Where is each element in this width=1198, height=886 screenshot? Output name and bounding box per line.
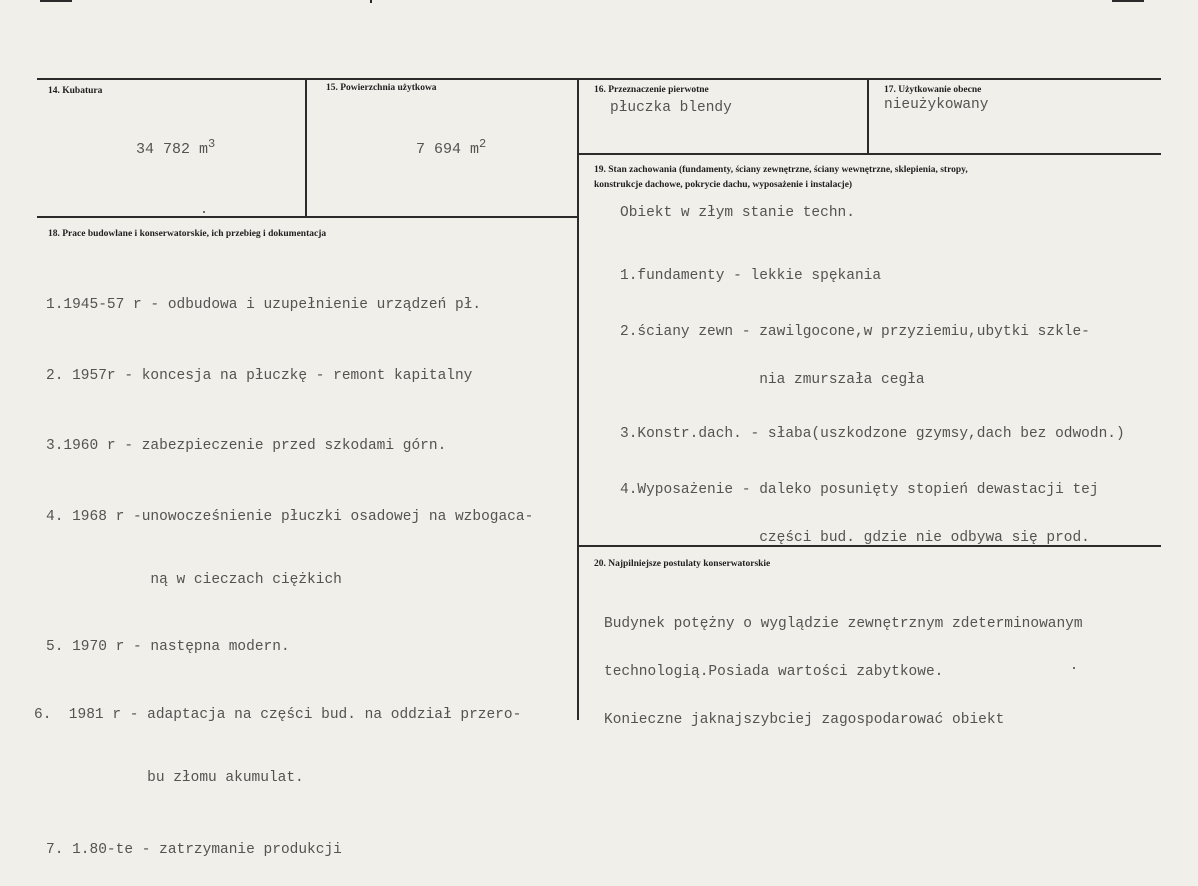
field-14-label: 14. Kubatura	[48, 86, 103, 96]
field-14-value	[118, 120, 215, 158]
field-15-value	[398, 120, 486, 158]
field-18-line-9: 7. 1.80-te - zatrzymanie produkcji	[46, 842, 342, 858]
field-15-label: 15. Powierzchnia użytkowa	[326, 83, 437, 93]
mark-dot	[203, 211, 205, 213]
powierzchnia-value: 7 694 m	[416, 141, 480, 158]
field-18-line-8: bu złomu akumulat.	[34, 770, 304, 786]
field-18-line-4: 4. 1968 r -unowocześnienie płuczki osadowej na wzbogaca-	[46, 509, 534, 525]
field-18-line-5: ną w cieczach ciężkich	[46, 572, 342, 588]
field-19-intro: Obiekt w złym stanie techn.	[620, 205, 855, 221]
rule-v-868	[867, 78, 869, 154]
field-17-value: nieużykowany	[884, 97, 989, 113]
field-16-label: 16. Przeznaczenie pierwotne	[594, 85, 709, 95]
field-19-line-6: części bud. gdzie nie odbywa się prod.	[620, 530, 1090, 546]
field-20-line-3: Konieczne jaknajszybciej zagospodarować obiekt	[604, 712, 1005, 728]
field-19-label-line1: 19. Stan zachowania (fundamenty, ściany zewnętrzne, ściany wewnętrzne, sklepienia, stropy,	[594, 165, 968, 175]
field-16-value: płuczka blendy	[610, 100, 732, 116]
kubatura-value: 34 782 m	[136, 141, 209, 158]
rule-row2-left	[37, 216, 579, 218]
mark-dot-2	[1073, 667, 1075, 669]
field-19-list	[620, 236, 1125, 562]
field-20-line-1: Budynek potężny o wyglądzie zewnętrznym zdeterminowanym	[604, 616, 1083, 632]
field-19-line-3: nia zmurszała cegła	[620, 372, 925, 388]
rule-v-578	[577, 78, 579, 720]
top-mark-left	[40, 0, 72, 2]
top-mark-right	[1112, 0, 1144, 2]
field-19-line-5: 4.Wyposażenie - daleko posunięty stopień dewastacji tej	[620, 482, 1099, 498]
field-18-line-1: 1.1945-57 r - odbudowa i uzupełnienie urządzeń pł.	[46, 297, 482, 313]
field-20-line-2: technologią.Posiada wartości zabytkowe.	[604, 664, 944, 680]
rule-v-306	[305, 78, 307, 217]
field-18-line-3: 3.1960 r - zabezpieczenie przed szkodami górn.	[46, 438, 447, 454]
rule-row2-right	[578, 153, 1161, 155]
field-18-line-6: 5. 1970 r - następna modern.	[46, 639, 290, 655]
field-19-line-1: 1.fundamenty - lekkie spękania	[620, 268, 882, 284]
rule-top	[37, 78, 1161, 80]
powierzchnia-unit-exponent: 2	[479, 137, 487, 151]
field-18-label: 18. Prace budowlane i konserwatorskie, ich przebieg i dokumentacja	[48, 229, 327, 239]
field-18-line-7: 6. 1981 r - adaptacja na części bud. na oddział przero-	[34, 707, 522, 723]
field-19-line-4: 3.Konstr.dach. - słaba(uszkodzone gzymsy,dach bez odwodn.)	[620, 426, 1125, 442]
field-18-list	[34, 247, 534, 886]
field-17-label: 17. Użytkowanie obecne	[884, 85, 982, 95]
field-19-label-line2: konstrukcje dachowe, pokrycie dachu, wyposażenie i instalacje)	[594, 180, 853, 190]
field-20-text	[604, 584, 1083, 744]
field-18-line-2: 2. 1957r - koncesja na płuczkę - remont kapitalny	[46, 367, 473, 384]
field-20-label: 20. Najpilniejsze postulaty konserwatorskie	[594, 559, 771, 569]
top-mark-center	[370, 0, 372, 3]
field-19-line-2: 2.ściany zewn - zawilgocone,w przyziemiu,ubytki szkle-	[620, 324, 1090, 340]
kubatura-unit-exponent: 3	[208, 137, 216, 151]
